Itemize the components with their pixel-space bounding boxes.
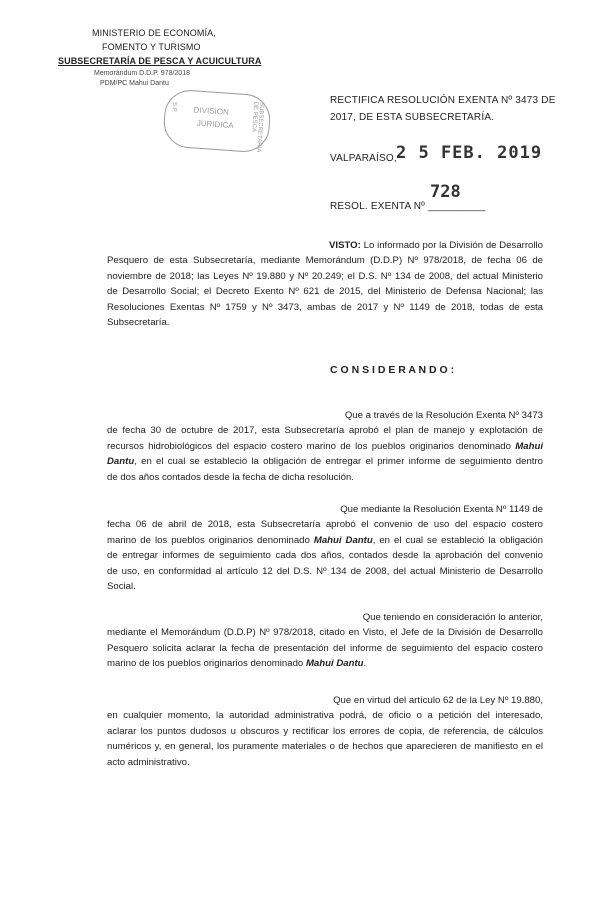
visto-line-2: Pesquero de esta Subsecretaría, mediante Memorándum (D.D.P) Nº 978/2018, de fecha 06 de (107, 255, 543, 267)
memo-reference: Memorándum D.D.P. 978/2018 (94, 70, 190, 77)
resolution-label-text: RESOL. EXENTA Nº (330, 201, 426, 212)
visto-line-1 (107, 238, 543, 253)
p4-line-3: aclarar los puntos dudosos u obscuros y rectificar los errores de copia, de referencia, de cálculos (107, 725, 543, 737)
division-juridica-stamp (162, 88, 272, 153)
subject-line2: 2017, DE ESTA SUBSECRETARÍA. (330, 112, 495, 123)
visto-line-3: noviembre de 2018; las Leyes Nº 19.880 y Nº 20.249; el D.S. Nº 134 de 2008, del actual Ministerio (107, 270, 543, 282)
visto-line-5: Resoluciones Exentas Nº 1759 y Nº 3473, ambas de 2017 y Nº 1149 de 2018, todas de esta (107, 301, 543, 313)
p3-line-1: Que teniendo en consideración lo anterior, (362, 612, 543, 623)
p3-line-4: marino de los pueblos originarios denominado Mahui Dantu. (107, 658, 367, 670)
p4-line-4: numéricos y, en general, los puramente materiales o de hechos que aparecieren de manifiesto en el (107, 741, 543, 753)
resolution-blank: __________ (428, 201, 486, 212)
p2-line-5: de uso, en conformidad al artículo 12 del D.S. Nº 134 de 2008, del actual Ministerio de Desarrollo (107, 565, 543, 577)
p2-line-4: de entregar informes de seguimiento cada dos años, contados desde la aprobación del convenio (107, 550, 543, 562)
reference-initials: PDM/PC Mahui Dantu (100, 80, 169, 87)
p1-line-5: de dos años contados desde la fecha de dicha resolución. (107, 471, 354, 483)
resolution-number: 728 (430, 182, 461, 202)
considerando-paragraph-4 (107, 693, 543, 770)
p1-line-4: Dantu, en el cual se estableció la obligación de entregar el primer informe de seguimiento dentro (107, 456, 543, 468)
considerando-paragraph-1 (107, 408, 543, 485)
subject-line1: RECTIFICA RESOLUCIÓN EXENTA Nº 3473 DE (330, 95, 556, 106)
ministry-name-line1: MINISTERIO DE ECONOMÍA, (92, 28, 216, 38)
p3-line-3: Pesquero solicita aclarar la fecha de presentación del informe de seguimiento del espacio costero (107, 642, 543, 654)
p4-line-1: Que en virtud del artículo 62 de la Ley Nº 19.880, (333, 695, 543, 706)
visto-section (107, 238, 543, 330)
considerando-title: C O N S I D E R A N D O : (330, 364, 455, 376)
place-label: VALPARAÍSO, (330, 153, 397, 164)
p1-line-3: recursos hidrobiológicos del espacio costero marino de los pueblos originarios denominado Mahui (107, 440, 543, 452)
undersecretariat-name: SUBSECRETARÍA DE PESCA Y ACUICULTURA (58, 56, 262, 66)
p2-line-3: marino de los pueblos originarios denominado Mahui Dantu, en el cual se estableció la obligación (107, 534, 543, 546)
resolution-label (330, 198, 486, 215)
ministry-name-line2: FOMENTO Y TURISMO (102, 42, 201, 52)
date-stamp: 2 5 FEB. 2019 (396, 143, 543, 163)
p1-line-2: de fecha 30 de octubre de 2017, esta Subsecretaría aprobó el plan de manejo y explotación de (107, 425, 543, 437)
considerando-paragraph-3 (107, 610, 543, 672)
p4-line-5: acto administrativo. (107, 756, 190, 768)
p2-line-1: Que mediante la Resolución Exenta Nº 1149 de (340, 504, 543, 515)
visto-line-6: Subsecretaría. (107, 317, 170, 329)
stamp-line1: DIVISION (193, 105, 230, 117)
stamp-side-left-text: S.P. (170, 101, 178, 113)
stamp-side-text: SUBSECRETARIA DE PESCA (250, 101, 265, 153)
visto-line1-text: Lo informado por la División de Desarrollo (363, 240, 543, 251)
p2-line-6: Social. (107, 581, 136, 593)
subject-reference (330, 92, 556, 126)
stamp-line2: JURIDICA (196, 118, 234, 131)
p2-line-2: fecha 06 de abril de 2018, esta Subsecretaría aprobó el convenio de uso del espacio costero (107, 519, 543, 531)
visto-title: VISTO: (329, 240, 361, 251)
considerando-paragraph-2 (107, 502, 543, 594)
p4-line-2: en cualquier momento, la autoridad administrativa podrá, de oficio o a petición del interesado, (107, 710, 543, 722)
p1-line-1: Que a través de la Resolución Exenta Nº 3473 (344, 410, 543, 421)
p3-line-2: mediante el Memorándum (D.D.P) Nº 978/2018, citado en Visto, el Jefe de la División de Desarrollo (107, 627, 543, 639)
visto-line-4: de Desarrollo Social; el Decreto Exento Nº 621 de 2015, del Ministerio de Defensa Nacional; las (107, 286, 543, 298)
